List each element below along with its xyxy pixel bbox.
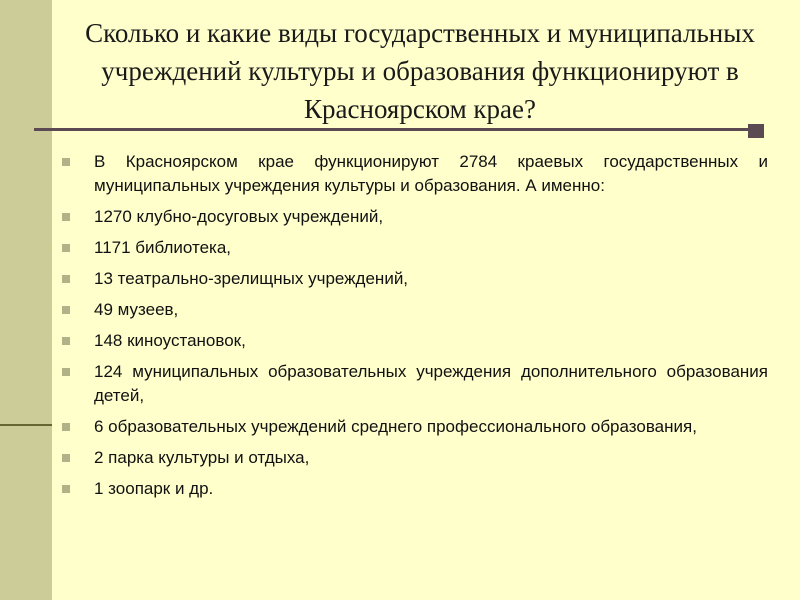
square-bullet-icon (62, 275, 70, 283)
square-bullet-icon (62, 244, 70, 252)
list-item (58, 477, 768, 501)
slide-title: Сколько и какие виды государственных и муниципальных учреждений культуры и образования функционируют в Красноярском крае? (85, 18, 755, 124)
left-decorative-bar (0, 0, 52, 600)
list-item (58, 415, 768, 439)
square-bullet-icon (62, 485, 70, 493)
list-item-text: 2 парка культуры и отдыха, (94, 448, 310, 467)
left-bar-divider (0, 424, 52, 426)
square-bullet-icon (62, 368, 70, 376)
list-item (58, 150, 768, 198)
square-bullet-icon (62, 454, 70, 462)
list-item (58, 236, 768, 260)
square-bullet-icon (62, 423, 70, 431)
list-item-text: В Красноярском крае функционируют 2784 краевых государственных и муниципальных учреждения культуры и образования. А именно: (94, 152, 768, 195)
list-item (58, 329, 768, 353)
list-item (58, 267, 768, 291)
square-bullet-icon (62, 337, 70, 345)
title-underline (34, 128, 764, 131)
list-item-text: 1270 клубно-досуговых учреждений, (94, 207, 384, 226)
square-bullet-icon (62, 158, 70, 166)
list-item-text: 124 муниципальных образовательных учреждения дополнительного образования детей, (94, 362, 768, 405)
list-item (58, 205, 768, 229)
list-item-text: 1 зоопарк и др. (94, 479, 214, 498)
list-item-text: 1171 библиотека, (94, 238, 232, 257)
square-bullet-icon (62, 306, 70, 314)
list-item-text: 148 киноустановок, (94, 331, 246, 350)
list-item (58, 446, 768, 470)
bullet-list (58, 150, 768, 508)
list-item-text: 13 театрально-зрелищных учреждений, (94, 269, 409, 288)
list-item-text: 49 музеев, (94, 300, 179, 319)
list-item (58, 360, 768, 408)
title-underline-tail (748, 124, 764, 138)
square-bullet-icon (62, 213, 70, 221)
list-item-text: 6 образовательных учреждений среднего профессионального образования, (94, 417, 697, 436)
list-item (58, 298, 768, 322)
